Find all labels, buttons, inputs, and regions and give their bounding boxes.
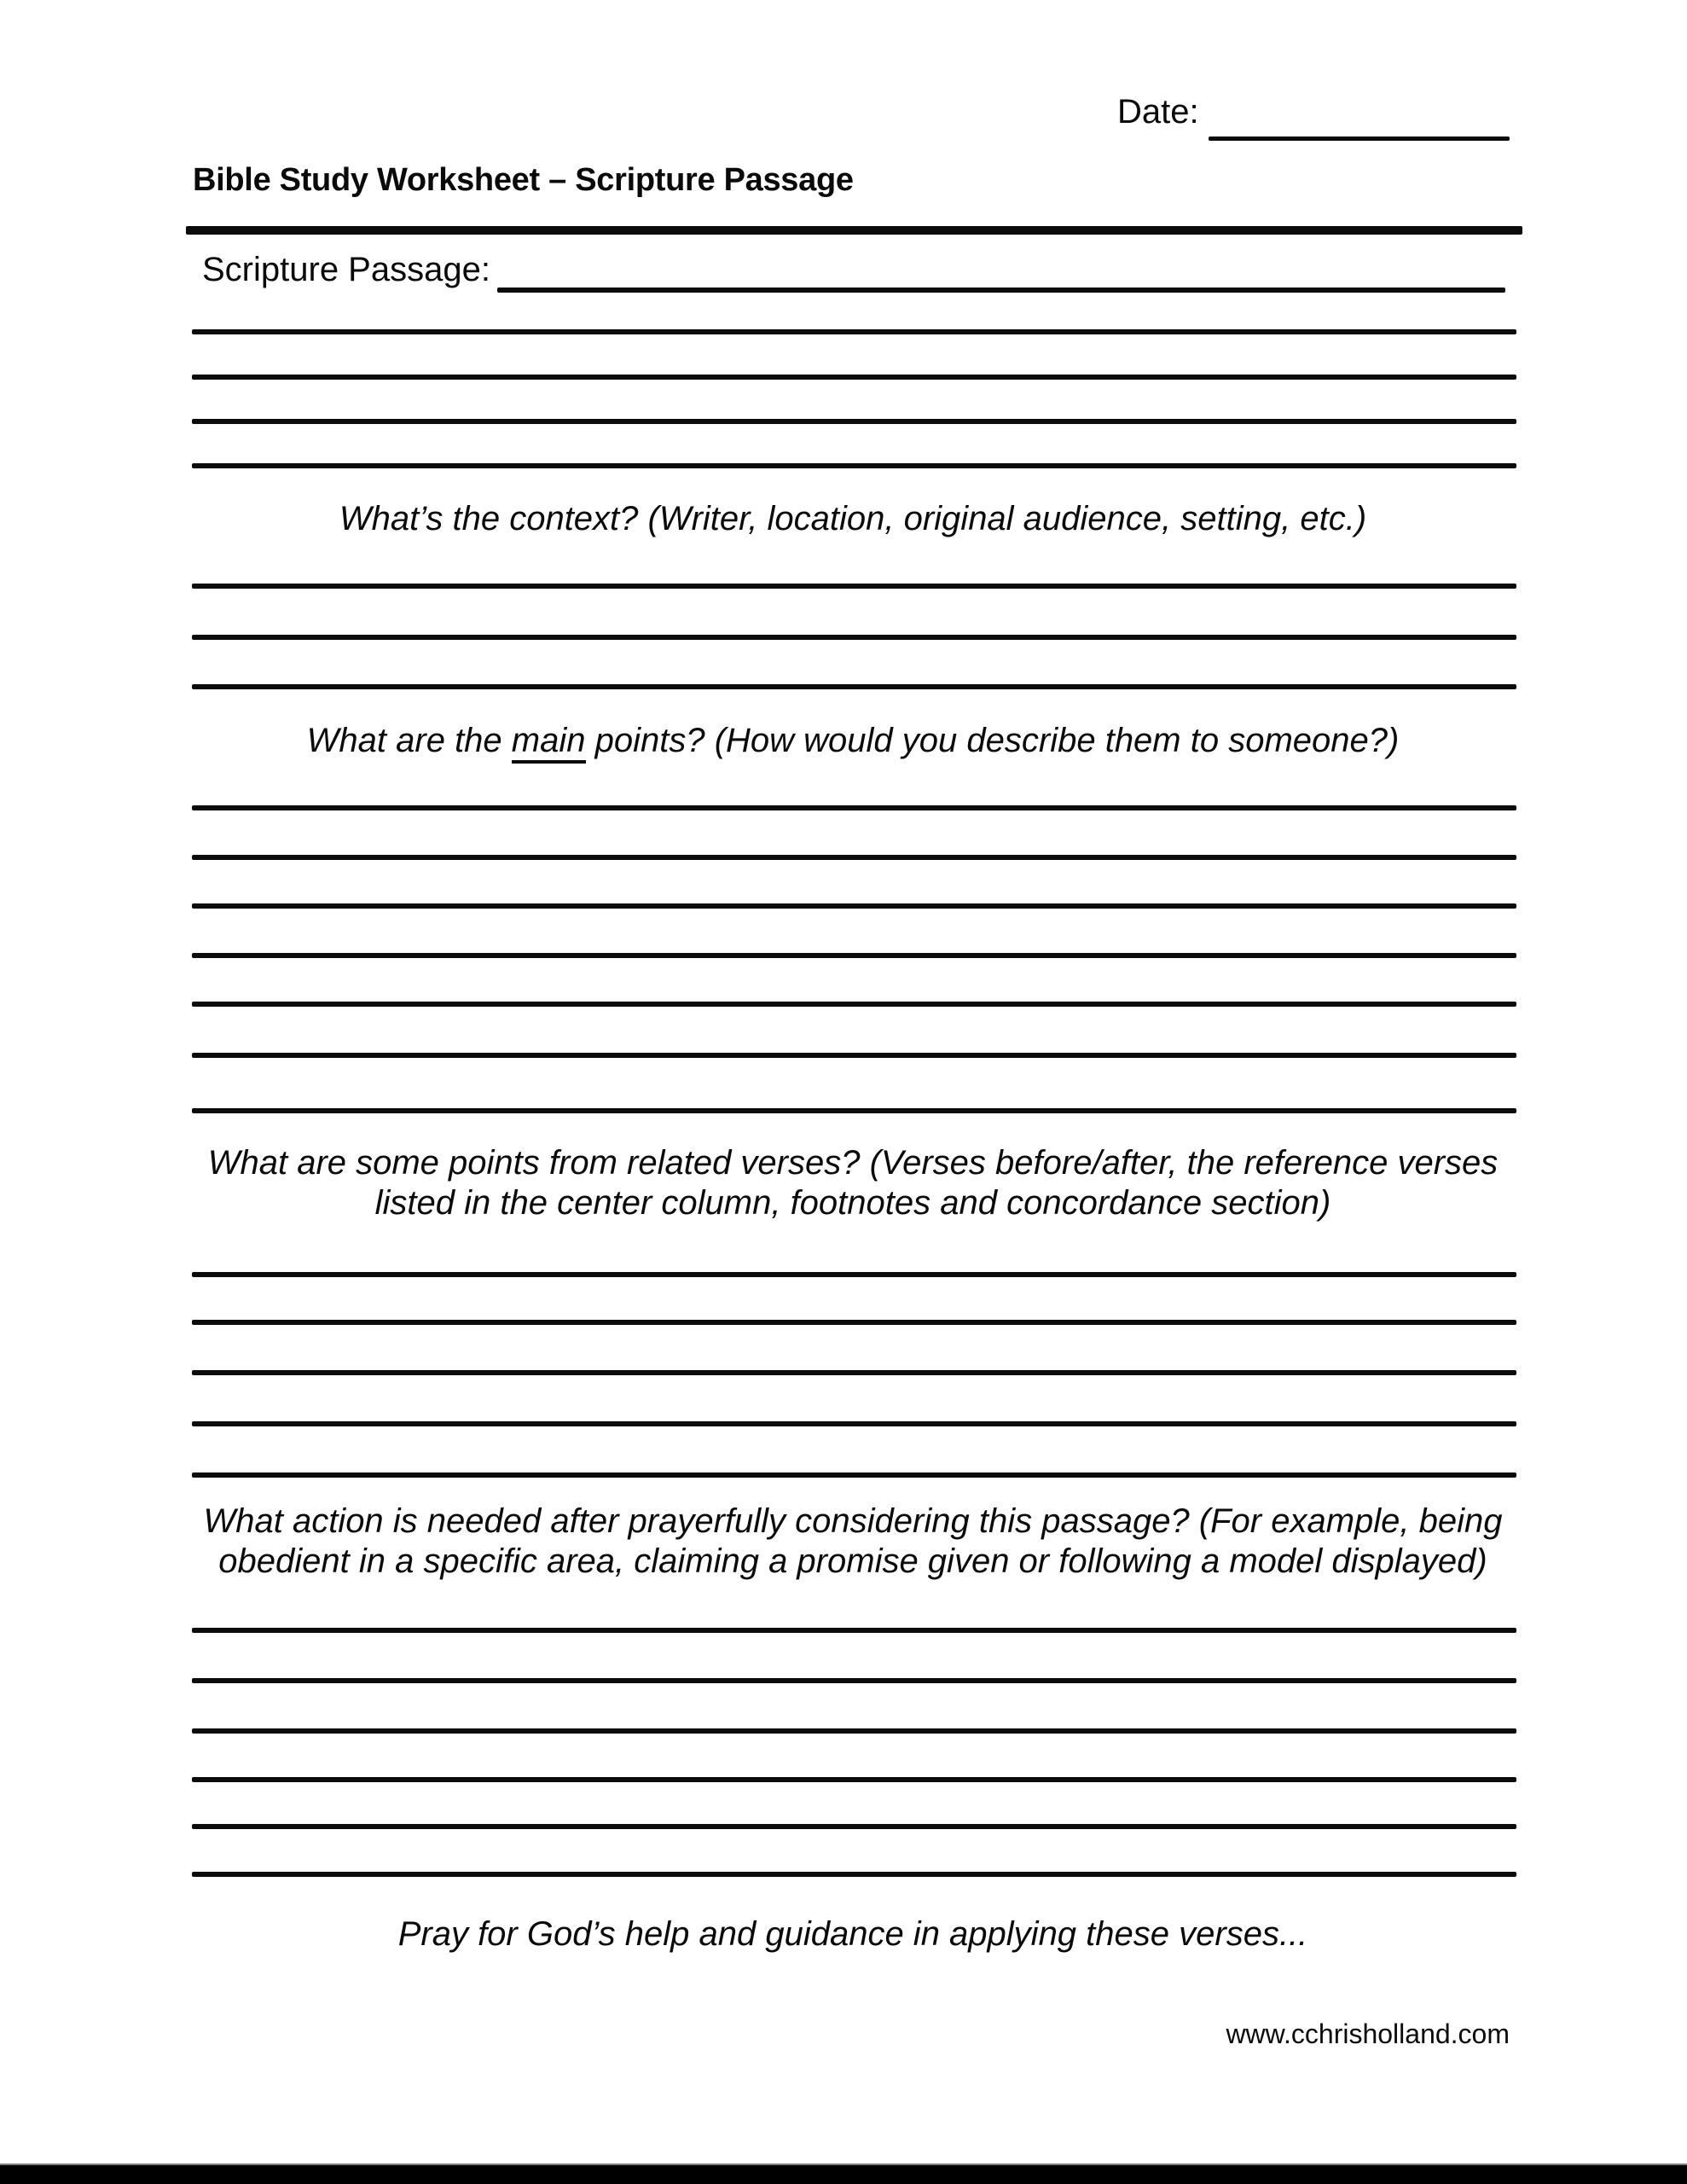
question-main-points <box>85 721 1620 761</box>
question-main-points-post: points? (How would you describe them to someone?) <box>585 722 1400 759</box>
date-blank-line <box>1209 136 1510 141</box>
ruled-line <box>192 855 1516 860</box>
question-context <box>85 499 1620 539</box>
question-action-line1: What action is needed after prayerfully considering this passage? (For example, being <box>203 1502 1503 1540</box>
ruled-line <box>192 463 1516 468</box>
ruled-line <box>192 375 1516 380</box>
ruled-line <box>192 419 1516 424</box>
question-related-verses-line1: What are some points from related verses? (Verses before/after, the reference verses <box>207 1144 1499 1182</box>
ruled-line <box>192 1678 1516 1683</box>
question-action <box>85 1502 1620 1582</box>
ruled-line <box>192 1777 1516 1782</box>
ruled-line <box>192 805 1516 810</box>
title-underline <box>186 226 1522 235</box>
ruled-line <box>192 1628 1516 1633</box>
ruled-line <box>192 1728 1516 1734</box>
question-action-line2: obedient in a specific area, claiming a promise given or following a model displayed) <box>218 1542 1487 1580</box>
ruled-line <box>192 635 1516 640</box>
ruled-line <box>192 1872 1516 1877</box>
website-url: www.cchrisholland.com <box>1226 2018 1510 2049</box>
ruled-line <box>192 1108 1516 1113</box>
question-main-points-pre: What are the <box>306 722 512 759</box>
ruled-line <box>192 1824 1516 1829</box>
underlined-word-main: main <box>512 722 586 764</box>
ruled-line <box>192 1421 1516 1426</box>
ruled-line <box>192 1002 1516 1007</box>
ruled-line <box>192 684 1516 689</box>
ruled-line <box>192 1472 1516 1478</box>
ruled-line <box>192 953 1516 958</box>
ruled-line <box>192 329 1516 334</box>
ruled-line <box>192 584 1516 589</box>
date-label: Date: <box>1117 93 1199 131</box>
scripture-passage-blank-line <box>497 288 1505 293</box>
worksheet-title: Bible Study Worksheet – Scripture Passage <box>193 162 854 198</box>
closing-prayer-text: Pray for God’s help and guidance in applying these verses... <box>397 1915 1308 1953</box>
ruled-line <box>192 1320 1516 1325</box>
ruled-line <box>192 1370 1516 1375</box>
scripture-passage-label: Scripture Passage: <box>202 251 490 288</box>
ruled-line <box>192 1272 1516 1277</box>
question-context-text: What’s the context? (Writer, location, original audience, setting, etc.) <box>339 500 1367 537</box>
closing-prayer-note <box>85 1915 1620 1954</box>
ruled-line <box>192 1053 1516 1058</box>
question-related-verses-line2: listed in the center column, footnotes and concordance section) <box>374 1184 1331 1222</box>
ruled-line <box>192 903 1516 909</box>
bottom-scan-bar <box>0 2164 1687 2184</box>
question-related-verses <box>85 1143 1620 1223</box>
